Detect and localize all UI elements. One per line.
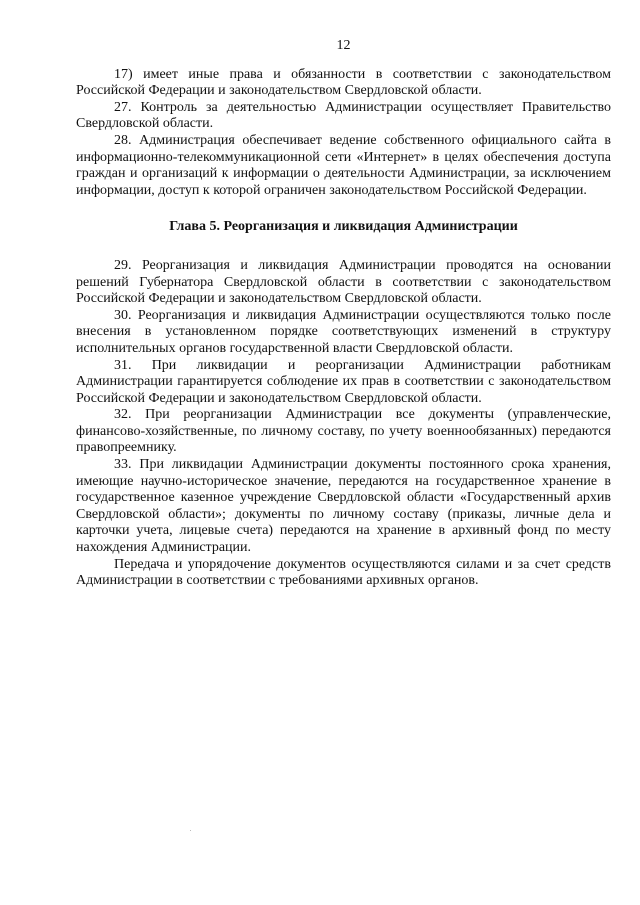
paragraph-30: 30. Реорганизация и ликвидация Администрации осуществляются только после внесения в установленном порядке соответствующих изменений в структуру исполнительных органов государственной власти Свердловской области.	[76, 307, 611, 356]
paragraph-29: 29. Реорганизация и ликвидация Администрации проводятся на основании решений Губернатора Свердловской области в соответствии с законодательством Российской Федерации и законодательством Свердловской области.	[76, 257, 611, 307]
paragraph-17: 17) имеет иные права и обязанности в соответствии с законодательством Российской Федерации и законодательством Свердловской области.	[76, 66, 611, 99]
paragraph-27: 27. Контроль за деятельностью Администрации осуществляет Правительство Свердловской области.	[76, 99, 611, 132]
paragraph-33: 33. При ликвидации Администрации документы постоянного срока хранения, имеющие научно-историческое значение, передаются на государственное хранение в государственное казенное учреждение Свердловской области «Государственный архив Свердловской области»; документы по личному составу (приказы, личные дела и карточки учета, лицевые счета) передаются на хранение в архивный фонд по месту нахождения Администрации.	[76, 457, 611, 556]
paragraph-transfer: Передача и упорядочение документов осуществляются силами и за счет средств Администрации в соответствии с требованиями архивных органов.	[76, 556, 611, 589]
paragraph-31: 31. При ликвидации и реорганизации Администрации работникам Администрации гарантируется соблюдение их прав в соответствии с законодательством Российской Федерации и законодательством Свердловской области.	[76, 357, 611, 406]
paragraph-32: 32. При реорганизации Администрации все документы (управленческие, финансово-хозяйственные, по личному составу, по учету военнообязанных) передаются правопреемнику.	[76, 407, 611, 456]
scan-artifact	[190, 830, 191, 831]
chapter-title: Глава 5. Реорганизация и ликвидация Администрации	[169, 219, 518, 235]
paragraph-28: 28. Администрация обеспечивает ведение собственного официального сайта в информационно-телекоммуникационной сети «Интернет» в целях обеспечения доступа граждан и организаций к информации о деятельности Администрации, за исключением информации, доступ к которой ограничен законодательством Российской Федерации.	[76, 132, 611, 198]
document-page	[76, 38, 611, 590]
page-number: 12	[336, 38, 351, 53]
